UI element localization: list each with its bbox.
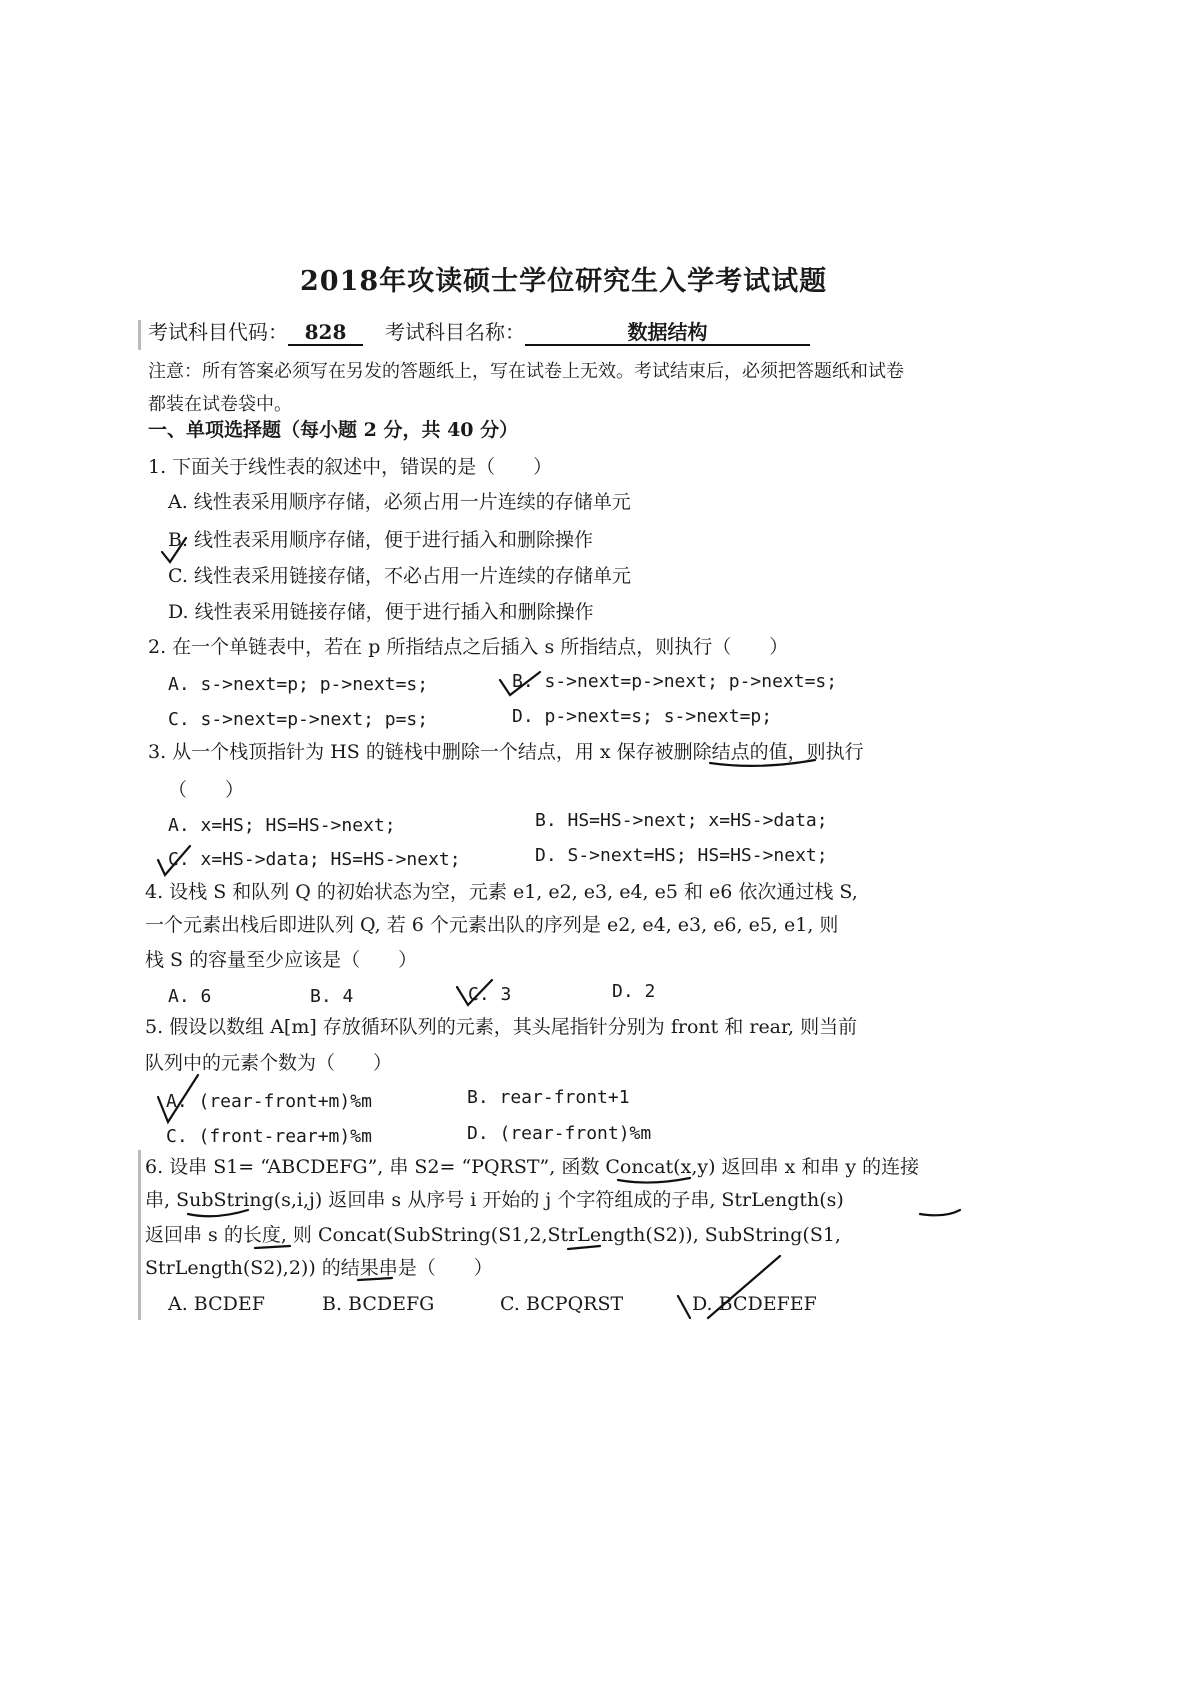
option: D. 2 [612,981,656,1002]
option: D. p->next=s; s->next=p; [512,706,773,727]
question-stem: 6. 设串 S1= “ABCDEFG”, 串 S2= “PQRST”, 函数 Concat(x,y) 返回串 x 和串 y 的连接 [145,1156,920,1178]
question-stem: 5. 假设以数组 A[m] 存放循环队列的元素，其头尾指针分别为 front 和 rear, 则当前 [145,1016,858,1038]
option: C. BCPQRST [500,1293,624,1315]
question-stem: 一个元素出栈后即进队列 Q, 若 6 个元素出队的序列是 e2, e4, e3, e6, e5, e1, 则 [145,914,839,936]
underline-mark [920,1210,960,1215]
section-heading: 一、单项选择题（每小题 2 分，共 40 分） [148,419,519,441]
question-stem: 1. 下面关于线性表的叙述中，错误的是（ ） [148,456,553,478]
question-stem: （ ） [168,779,245,801]
option: B. rear-front+1 [467,1087,630,1108]
option: A. s->next=p; p->next=s; [168,674,429,695]
option: B. s->next=p->next; p->next=s; [512,671,838,692]
question-stem: 返回串 s 的长度, 则 Concat(SubString(S1,2,StrLength(S2)), SubString(S1, [145,1224,841,1246]
code-label: 考试科目代码： [148,320,288,344]
question-stem: 栈 S 的容量至少应该是（ ） [145,949,418,971]
option: B. HS=HS->next; x=HS->data; [535,810,828,831]
notice-line: 都装在试卷袋中。 [148,394,292,415]
subject-code: 828 [288,320,363,346]
option: C. s->next=p->next; p=s; [168,709,429,730]
question-stem: 3. 从一个栈顶指针为 HS 的链栈中删除一个结点，用 x 保存被删除结点的值，则执行 [148,741,864,763]
option: B. 线性表采用顺序存储，便于进行插入和删除操作 [168,529,594,551]
option: B. 4 [310,986,354,1007]
option: A. x=HS; HS=HS->next; [168,815,396,836]
option: C. 线性表采用链接存储，不必占用一片连续的存储单元 [168,565,631,587]
exam-title: 2018年攻读硕士学位研究生入学考试试题 [300,266,828,297]
option: D. (rear-front)%m [467,1123,652,1144]
option: A. (rear-front+m)%m [166,1091,372,1112]
question-stem: 串, SubString(s,i,j) 返回串 s 从序号 i 开始的 j 个字符组成的子串, StrLength(s) [145,1189,844,1211]
subject-name: 数据结构 [525,320,810,346]
option: B. BCDEFG [322,1293,435,1315]
subject-header [148,320,810,346]
question-stem: 队列中的元素个数为（ ） [145,1052,393,1074]
question-stem: 2. 在一个单链表中，若在 p 所指结点之后插入 s 所指结点，则执行（ ） [148,636,789,658]
option: C. (front-rear+m)%m [166,1126,372,1147]
question-stem: StrLength(S2),2)) 的结果串是（ ） [145,1257,493,1279]
option: D. S->next=HS; HS=HS->next; [535,845,828,866]
option: D. BCDEFEF [692,1293,817,1315]
name-label: 考试科目名称： [385,320,525,344]
option: A. 6 [168,986,212,1007]
option: A. BCDEF [168,1293,265,1315]
scan-edge [138,320,141,350]
notice-line: 注意：所有答案必须写在另发的答题纸上，写在试卷上无效。考试结束后，必须把答题纸和试卷 [148,361,904,382]
option: C. x=HS->data; HS=HS->next; [168,849,461,870]
question-stem: 4. 设栈 S 和队列 Q 的初始状态为空，元素 e1, e2, e3, e4, e5 和 e6 依次通过栈 S, [145,881,858,903]
scan-edge [138,1150,141,1320]
option: A. 线性表采用顺序存储，必须占用一片连续的存储单元 [168,491,631,513]
option: D. 线性表采用链接存储，便于进行插入和删除操作 [168,601,594,623]
option: C. 3 [468,984,512,1005]
